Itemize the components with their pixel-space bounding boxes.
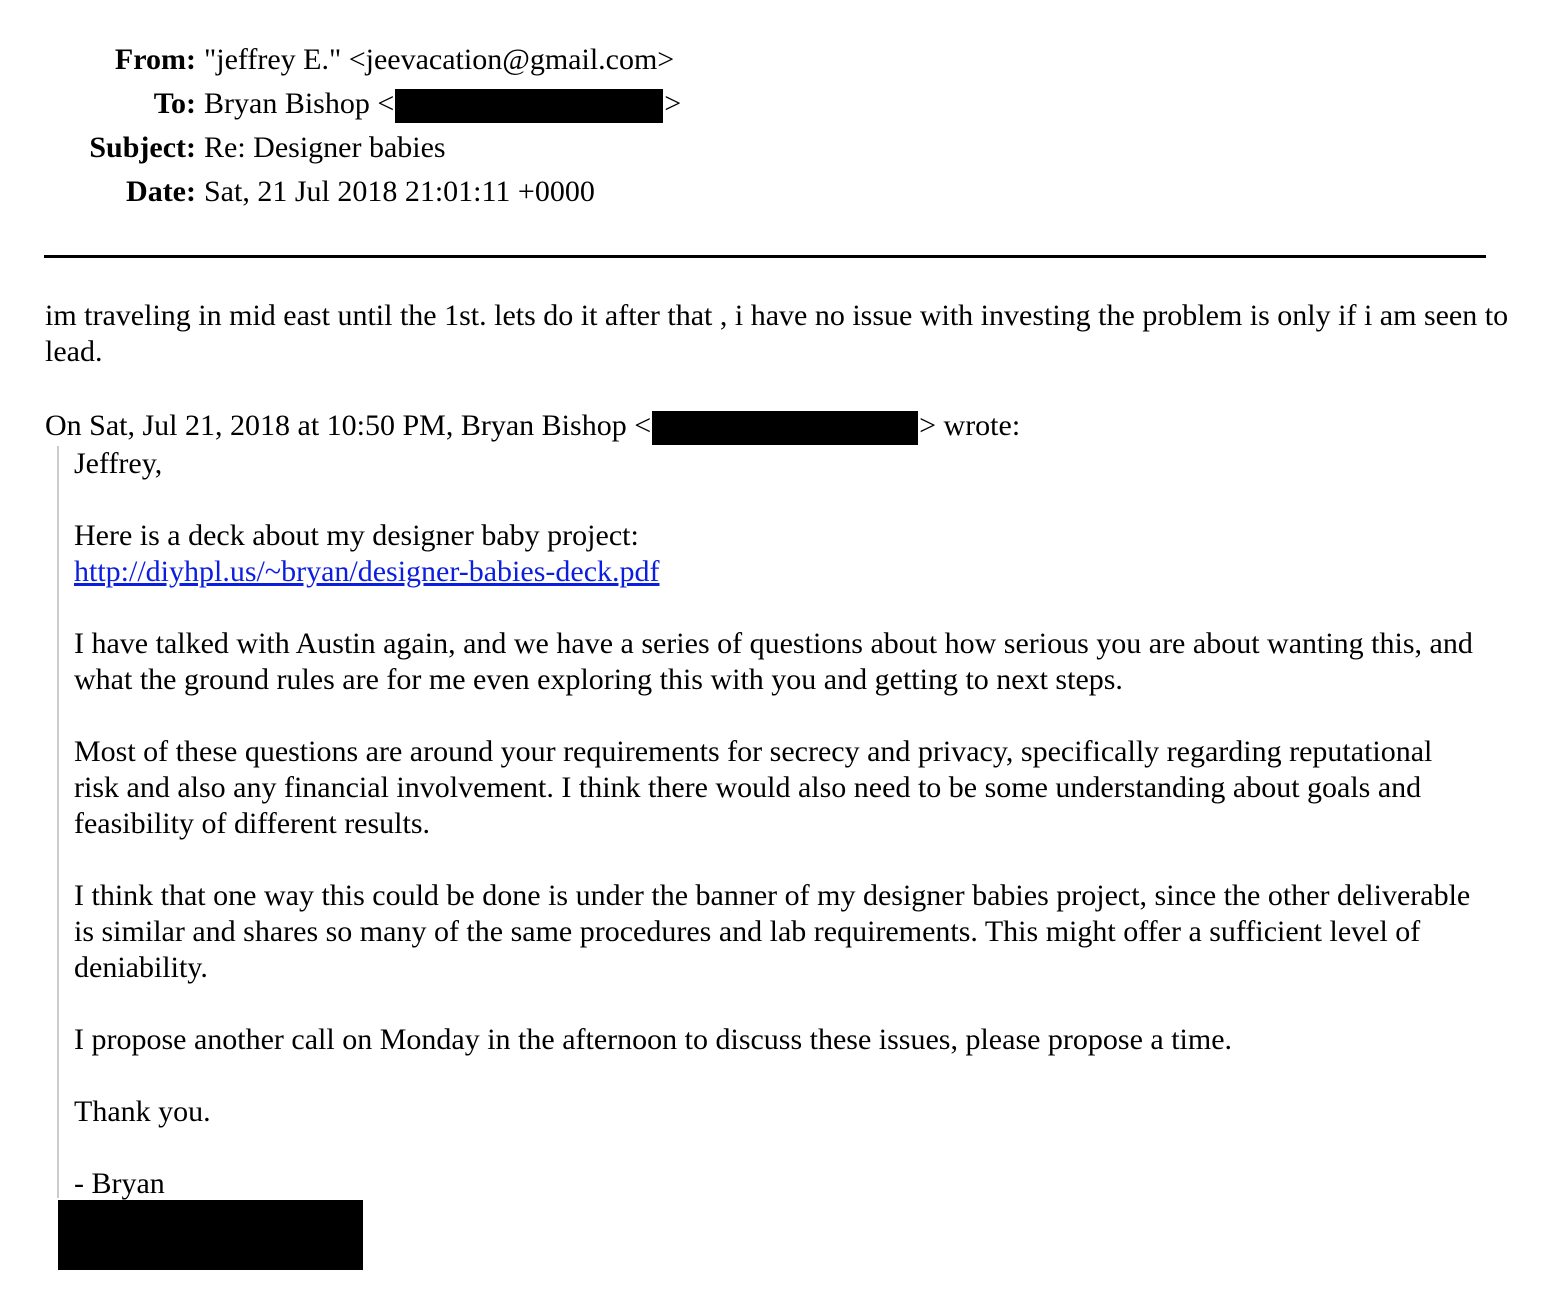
quote-paragraph-4: I propose another call on Monday in the afternoon to discuss these issues, please propose a time.: [74, 1023, 1233, 1056]
subject-label: Subject:: [89, 131, 196, 164]
to-value: [204, 84, 681, 124]
attribution-end: > wrote:: [919, 409, 1021, 442]
quote-signature: - Bryan: [74, 1167, 165, 1200]
from-label: From:: [114, 43, 196, 76]
reply-body: im traveling in mid east until the 1st. lets do it after that , i have no issue with investing the problem is only if i am seen to lead.: [45, 299, 1509, 368]
quote-paragraph-1: I have talked with Austin again, and we have a series of questions about how serious you are about wanting this, and what the ground rules are for me even exploring this with you and getting to next steps.: [74, 627, 1473, 696]
quoted-message: [57, 446, 1494, 1198]
redaction-attribution-email: [652, 411, 918, 445]
to-name: Bryan Bishop <: [204, 87, 395, 120]
quote-paragraph-3: I think that one way this could be done is under the banner of my designer babies project, since the other deliverable is similar and shares so many of the same procedures and lab requirements. This might offer a sufficient level of deniability.: [74, 879, 1471, 984]
quote-deck-link-line: [74, 554, 1474, 590]
quote-deck-intro: Here is a deck about my designer baby project:: [74, 519, 639, 552]
quote-thanks: Thank you.: [74, 1095, 211, 1128]
redaction-to-email: [395, 89, 663, 123]
quote-greeting: Jeffrey,: [74, 447, 163, 480]
quote-paragraph-2: Most of these questions are around your requirements for secrecy and privacy, specifically regarding reputational risk and also any financial involvement. I think there would also need to be some understanding about goals and feasibility of different results.: [74, 735, 1433, 840]
quote-attribution: [45, 407, 1020, 445]
date-value: Sat, 21 Jul 2018 21:01:11 +0000: [204, 175, 595, 208]
date-label: Date:: [126, 175, 196, 208]
attribution-start: On Sat, Jul 21, 2018 at 10:50 PM, Bryan Bishop <: [45, 409, 652, 442]
header-divider: [44, 255, 1486, 258]
from-value: "jeffrey E." <jeevacation@gmail.com>: [204, 43, 675, 76]
subject-value: Re: Designer babies: [204, 131, 446, 164]
to-close: >: [664, 87, 682, 120]
redaction-signature-block: [58, 1200, 363, 1270]
to-label: To:: [153, 87, 196, 120]
deck-link[interactable]: http://diyhpl.us/~bryan/designer-babies-deck.pdf: [74, 555, 660, 588]
